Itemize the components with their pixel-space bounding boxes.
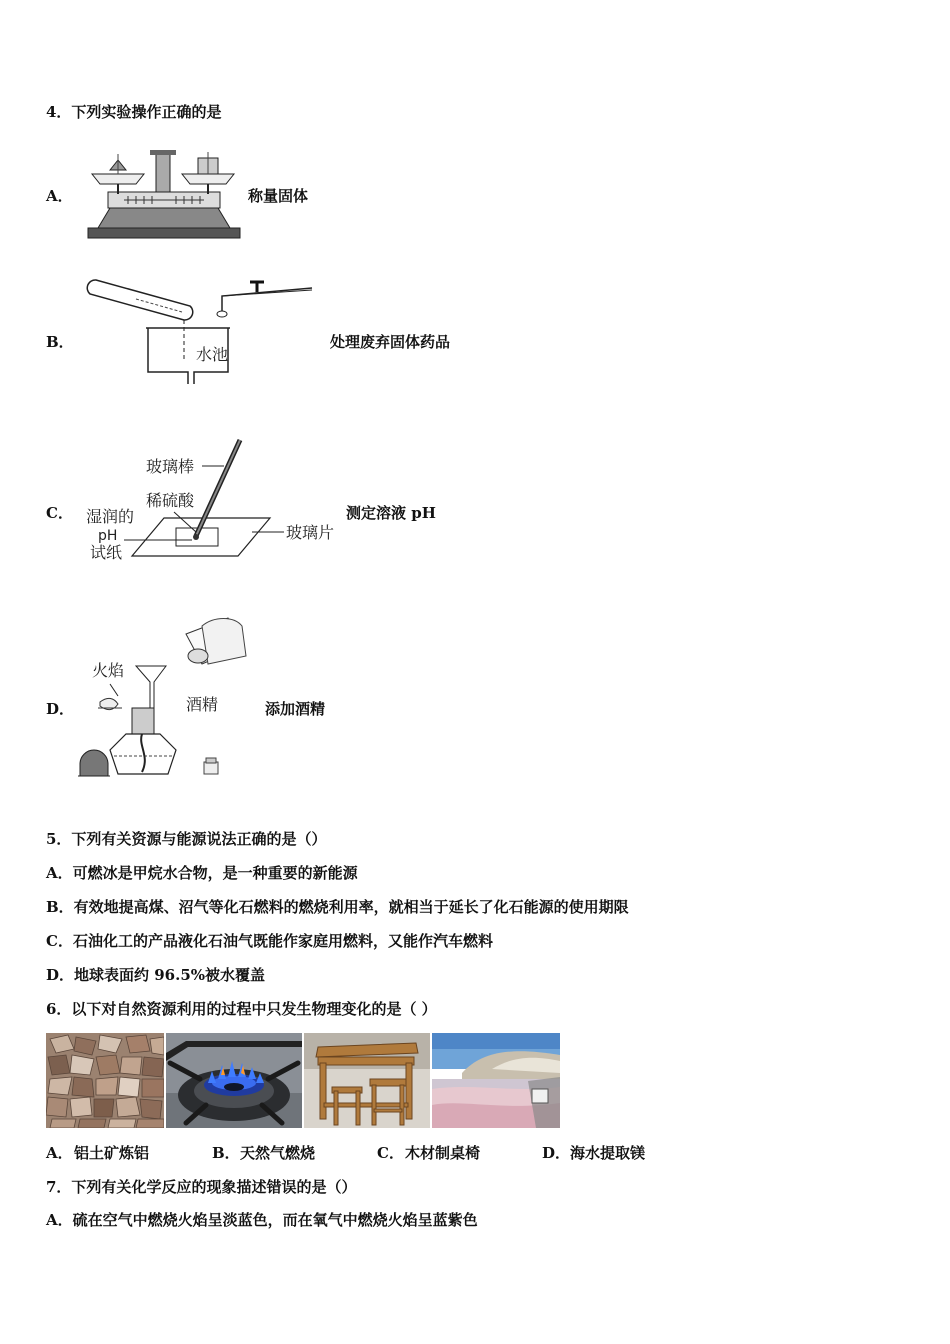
q7-stem: 7．下列有关化学反应的现象描述错误的是（） (46, 1178, 357, 1196)
q5-option-a: A．可燃冰是甲烷水合物，是一种重要的新能源 (46, 864, 358, 882)
q5-option-b: B．有效地提高煤、沼气等化石燃料的燃烧利用率，就相当于延长了化石能源的使用期限 (46, 898, 629, 916)
salt-pan-photo (432, 1033, 560, 1128)
paper-label-3: 试纸 (90, 543, 123, 562)
q4-option-c-text: 测定溶液 pH (346, 504, 436, 522)
q5-option-c: C．石油化工的产品液化石油气既能作家庭用燃料，又能作汽车燃料 (46, 932, 493, 950)
q6-option-c-letter: C． (377, 1144, 404, 1162)
q4-option-b-text: 处理废弃固体药品 (330, 333, 451, 351)
acid-label: 稀硫酸 (146, 491, 195, 510)
balance-figure (84, 148, 244, 240)
q4-stem: 4．下列实验操作正确的是 (46, 103, 222, 121)
ph-test-figure (84, 436, 340, 566)
q4-option-a-letter: A． (46, 187, 73, 205)
q7-option-a: A．硫在空气中燃烧火焰呈淡蓝色，而在氧气中燃烧火焰呈蓝紫色 (46, 1211, 478, 1229)
q6-option-b-letter: B． (212, 1144, 240, 1162)
q4-option-d-text: 添加酒精 (265, 700, 326, 718)
q6-option-d-text: 海水提取镁 (570, 1144, 646, 1162)
q4-option-c-letter: C． (46, 504, 73, 522)
q4-option-b-letter: B． (46, 333, 74, 351)
q4-option-d-letter: D． (46, 700, 75, 718)
paper-label-1: 湿润的 (86, 507, 135, 526)
q6-option-d-letter: D． (542, 1144, 571, 1162)
bauxite-photo (46, 1033, 164, 1128)
q5-stem: 5．下列有关资源与能源说法正确的是（） (46, 830, 327, 848)
waste-disposal-figure (78, 272, 318, 386)
q6-stem: 6．以下对自然资源利用的过程中只发生物理变化的是（ ） (46, 1000, 437, 1018)
q6-option-a-letter: A． (46, 1144, 73, 1162)
rod-label: 玻璃棒 (146, 457, 195, 476)
alcohol-label: 酒精 (186, 695, 219, 714)
wooden-desk-photo (304, 1033, 430, 1128)
q5-option-d: D．地球表面约 96.5%被水覆盖 (46, 966, 266, 984)
alcohol-lamp-figure (78, 616, 254, 782)
q6-option-b-text: 天然气燃烧 (240, 1144, 316, 1162)
q6-option-c-text: 木材制桌椅 (405, 1144, 481, 1162)
gas-stove-photo (166, 1033, 302, 1128)
q4-option-a-text: 称量固体 (248, 187, 309, 205)
q6-option-a-text: 铝土矿炼铝 (74, 1144, 150, 1162)
sink-label: 水池 (196, 345, 229, 364)
plate-label: 玻璃片 (286, 523, 335, 542)
paper-label-2: pH (98, 528, 118, 544)
flame-label: 火焰 (92, 661, 125, 680)
